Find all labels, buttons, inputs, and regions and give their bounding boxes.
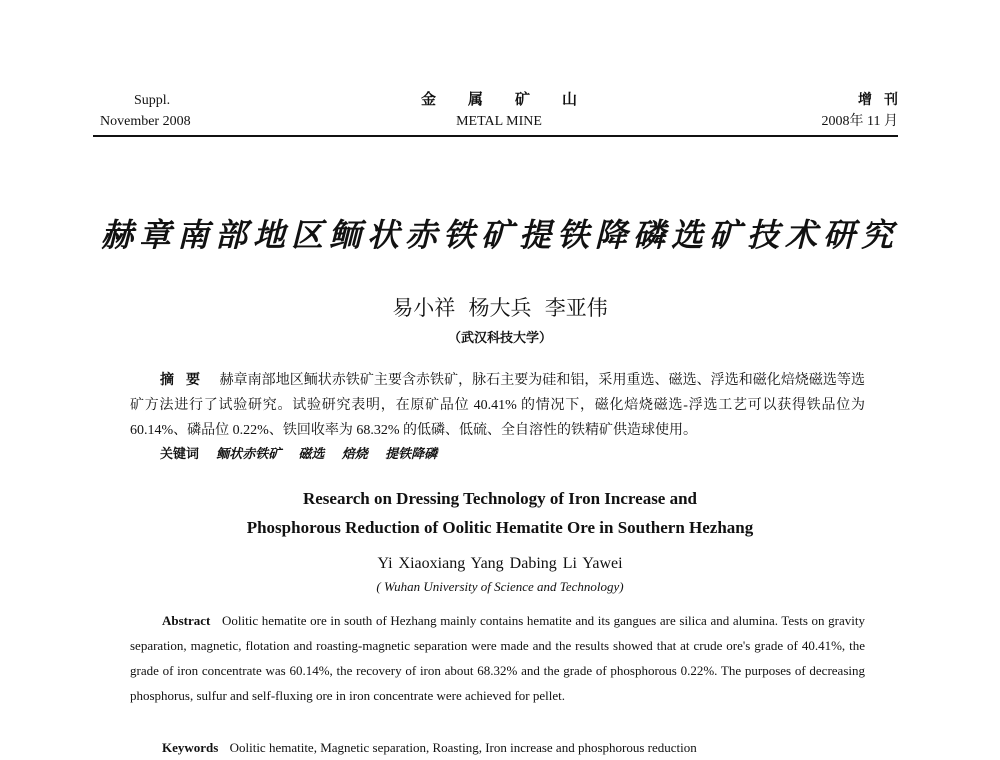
header-right	[821, 90, 910, 132]
authors-en: Yi Xiaoxiang Yang Dabing Li Yawei	[377, 555, 623, 572]
header-date-en: November 2008	[100, 114, 191, 129]
journal-name-en: METAL MINE	[456, 114, 542, 129]
keywords-en	[162, 737, 697, 759]
header-issue-cn: 增刊	[858, 93, 910, 108]
journal-name-cn: 金属矿山	[420, 92, 609, 108]
keyword-cn: 磁选	[298, 446, 325, 461]
paper-title-cn: 赫章南部地区鲕状赤铁矿提铁降磷选矿技术研究	[100, 217, 899, 253]
keywords-en-text: Oolitic hematite, Magnetic separation, Roasting, Iron increase and phosphorous reduction	[229, 740, 697, 755]
header-date-cn: 2008年 11 月	[821, 114, 898, 129]
keyword-cn: 鲕状赤铁矿	[216, 446, 282, 461]
keyword-cn: 提铁降磷	[385, 446, 438, 461]
abstract-cn-text: 赫章南部地区鲕状赤铁矿主要含赤铁矿，脉石主要为硅和铝，采用重选、磁选、浮选和磁化焙烧磁选等选矿方法进行了试验研究。试验研究表明，在原矿品位 40.41% 的情况下，磁化焙烧磁选-浮选工艺可以获得铁品位为 60.14%、磷品位 0.22%、铁回收率为 68.32% 的低磷、低硫、全自溶性的铁精矿供造球使用。	[130, 373, 865, 438]
affiliation-en: ( Wuhan University of Science and Technology)	[376, 579, 624, 594]
abstract-cn-label: 摘要	[160, 373, 213, 388]
abstract-en-text: Oolitic hematite ore in south of Hezhang mainly contains hematite and its gangues are silica and alumina. Tests on gravity separation, magnetic, flotation and roasting-magnetic separation were made and the results showed that at crude ore's grade of 40.41%, the grade of iron concentrate was 60.14%, the recovery of iron about 68.32% and the grade of phosphorous 0.22%. The purposes of decreasing phosphorus, sulfur and self-fluxing ore in iron concentrate were achieved for pellet.	[130, 613, 865, 703]
paper-title-en-line1: Research on Dressing Technology of Iron Increase and	[302, 489, 698, 508]
abstract-en	[130, 608, 865, 708]
keywords-en-label: Keywords	[162, 740, 219, 755]
paper-title-en	[0, 484, 1000, 542]
abstract-cn	[130, 368, 865, 443]
header-rule	[93, 135, 898, 137]
keyword-cn: 焙烧	[341, 446, 368, 461]
authors-cn: 易小祥 杨大兵 李亚伟	[392, 296, 608, 320]
keywords-cn	[160, 443, 451, 465]
affiliation-cn: （武汉科技大学）	[447, 330, 552, 345]
running-header	[100, 90, 910, 140]
paper-title-en-line2: Phosphorous Reduction of Oolitic Hematite Ore in Southern Hezhang	[246, 518, 754, 537]
abstract-en-label: Abstract	[162, 613, 211, 628]
header-center	[100, 90, 898, 132]
keywords-cn-label: 关键词	[160, 446, 200, 461]
header-suppl: Suppl.	[134, 93, 171, 108]
